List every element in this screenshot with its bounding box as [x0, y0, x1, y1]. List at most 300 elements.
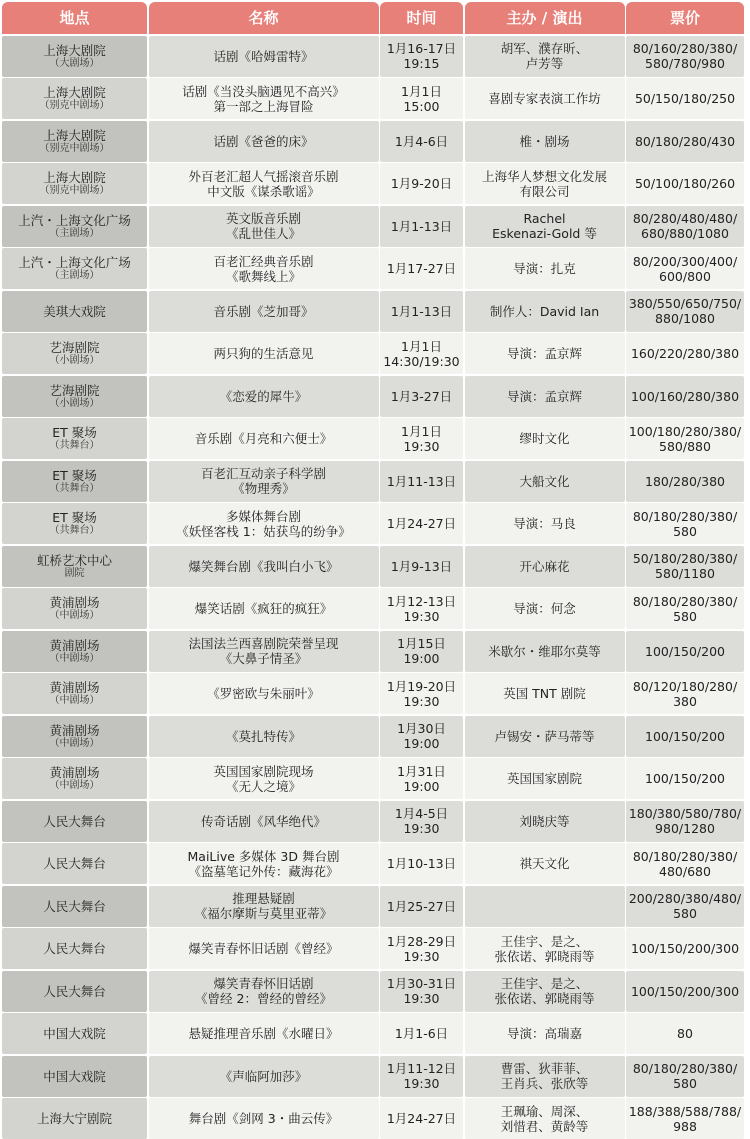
venue-name: 上海大剧院 — [43, 85, 106, 100]
venue-subtitle: （共舞台） — [49, 440, 100, 451]
venue-cell — [2, 843, 147, 884]
venue-cell — [2, 461, 147, 502]
time-cell — [380, 418, 463, 459]
price-cell — [626, 206, 744, 247]
price-cell-line: 988 — [673, 1118, 697, 1134]
venue-name: ET 聚场 — [52, 425, 97, 440]
organizer-cell-line: 大船文化 — [519, 473, 570, 489]
time-cell-line: 1月17-27日 — [386, 261, 457, 276]
organizer-cell-line: 导演：孟京辉 — [506, 388, 582, 404]
organizer-cell — [465, 333, 625, 374]
time-cell-line: 19:30 — [403, 948, 440, 964]
organizer-cell-line: 英国国家剧院 — [506, 771, 582, 786]
organizer-cell — [465, 121, 625, 162]
price-cell-line: 580/780/980 — [645, 56, 725, 71]
show-name-cell-line: 爆笑青春怀旧话剧《曾经》 — [188, 941, 339, 956]
show-name-cell — [149, 376, 379, 417]
organizer-cell — [465, 928, 625, 969]
price-cell-line: 100/180/280/380/ — [628, 423, 742, 439]
venue-cell — [2, 376, 147, 417]
organizer-cell — [465, 78, 625, 119]
organizer-cell — [465, 461, 625, 502]
show-name-cell-line: 第一部之上海冒险 — [213, 98, 314, 114]
time-cell-line: 1月28-29日 — [386, 933, 457, 949]
organizer-cell-line: 曹雷、狄菲菲、 — [500, 1061, 589, 1076]
header-name: 名称 — [149, 2, 379, 34]
venue-cell — [2, 716, 147, 757]
organizer-cell — [465, 36, 625, 77]
time-cell-line: 19:30 — [403, 1076, 440, 1091]
show-name-cell — [149, 673, 379, 714]
time-cell — [380, 843, 463, 884]
show-name-cell — [149, 716, 379, 757]
time-cell-line: 1月30日 — [397, 721, 446, 736]
show-name-cell — [149, 291, 379, 332]
show-name-cell-line: 英国国家剧院现场 — [213, 763, 314, 779]
time-cell-line: 19:00 — [403, 651, 440, 666]
price-cell — [626, 248, 744, 289]
organizer-cell-line: 导演：扎克 — [513, 261, 576, 276]
show-name-cell — [149, 1056, 379, 1097]
time-cell-line: 19:00 — [403, 778, 440, 794]
price-cell-line: 880/1080 — [655, 311, 715, 326]
organizer-cell-line: 刘晓庆等 — [519, 813, 570, 829]
price-cell-line: 80/180/280/430 — [634, 133, 736, 149]
time-cell-line: 1月4-6日 — [394, 133, 449, 149]
time-cell-line: 19:00 — [403, 736, 440, 751]
organizer-cell-line: 祺天文化 — [519, 856, 570, 871]
price-cell-line: 580/1180 — [655, 566, 715, 581]
venue-name: 黄浦剧场 — [49, 595, 100, 610]
organizer-cell — [465, 1098, 625, 1139]
time-cell — [380, 886, 463, 927]
venue-name: 上海大剧院 — [43, 170, 106, 185]
price-cell — [626, 716, 744, 757]
venue-name: 美琪大戏院 — [43, 303, 106, 319]
show-name-cell — [149, 758, 379, 799]
price-cell — [626, 588, 744, 629]
organizer-cell-line: 导演：何念 — [513, 601, 576, 616]
show-name-cell-line: 《乱世佳人》 — [225, 226, 301, 241]
price-cell — [626, 886, 744, 927]
venue-name: 黄浦剧场 — [49, 637, 100, 653]
organizer-cell-line: 卢芳等 — [525, 56, 564, 71]
time-cell — [380, 546, 463, 587]
organizer-cell-line: Eskenazi-Gold 等 — [492, 226, 597, 241]
show-name-cell — [149, 631, 379, 672]
organizer-cell-line: 刘惜君、黄龄等 — [500, 1118, 589, 1134]
venue-cell — [2, 801, 147, 842]
time-cell-line: 1月24-27日 — [386, 516, 457, 531]
venue-cell — [2, 928, 147, 969]
show-name-cell-line: MaiLive 多媒体 3D 舞台剧 — [187, 848, 340, 864]
venue-cell — [2, 1056, 147, 1097]
show-name-cell-line: 推理悬疑剧 — [232, 891, 295, 906]
organizer-cell — [465, 801, 625, 842]
organizer-cell — [465, 886, 625, 927]
show-name-cell — [149, 1098, 379, 1139]
show-name-cell — [149, 78, 379, 119]
show-name-cell-line: 英文版音乐剧 — [225, 211, 301, 226]
show-name-cell — [149, 121, 379, 162]
show-name-cell-line: 音乐剧《芝加哥》 — [213, 303, 314, 319]
time-cell-line: 1月10-13日 — [386, 856, 457, 871]
venue-subtitle: （别克中剧场） — [39, 100, 110, 111]
organizer-cell-line: 缪时文化 — [519, 431, 570, 446]
time-cell — [380, 1098, 463, 1139]
venue-cell — [2, 673, 147, 714]
organizer-cell-line: 英国 TNT 剧院 — [503, 686, 586, 701]
venue-name: 人民大舞台 — [43, 813, 106, 829]
organizer-cell-line: 张依诺、郭晓雨等 — [494, 991, 595, 1006]
organizer-cell — [465, 418, 625, 459]
organizer-cell-line: 有限公司 — [519, 183, 570, 199]
show-name-cell — [149, 503, 379, 544]
organizer-cell — [465, 971, 625, 1012]
show-name-cell — [149, 1013, 379, 1054]
venue-cell — [2, 78, 147, 119]
price-cell — [626, 36, 744, 77]
venue-subtitle: 剧院 — [64, 567, 85, 579]
time-cell-line: 1月1-13日 — [390, 303, 453, 319]
venue-subtitle: （共舞台） — [49, 482, 100, 494]
time-cell-line: 14:30/19:30 — [383, 353, 460, 369]
time-cell — [380, 291, 463, 332]
time-cell-line: 1月1日 — [401, 83, 442, 99]
price-cell-line: 100/150/200 — [645, 728, 725, 744]
price-cell-line: 100/150/200/300 — [630, 941, 740, 956]
show-name-cell-line: 话剧《当没头脑遇见不高兴》 — [182, 83, 345, 99]
price-cell — [626, 928, 744, 969]
venue-name: 上海大剧院 — [43, 42, 106, 58]
time-cell-line: 1月24-27日 — [386, 1111, 457, 1126]
venue-name: 黄浦剧场 — [49, 680, 100, 695]
time-cell-line: 1月1-13日 — [390, 218, 453, 234]
time-cell-line: 1月9-13日 — [390, 558, 453, 574]
show-name-cell — [149, 206, 379, 247]
price-cell — [626, 1056, 744, 1097]
time-cell — [380, 503, 463, 544]
price-cell — [626, 461, 744, 502]
venue-cell — [2, 588, 147, 629]
venue-cell — [2, 163, 147, 204]
show-name-cell — [149, 928, 379, 969]
venue-cell — [2, 121, 147, 162]
venue-subtitle: （中剧场） — [49, 780, 100, 791]
venue-subtitle: （主剧场） — [49, 270, 100, 281]
price-cell — [626, 971, 744, 1012]
price-cell — [626, 843, 744, 884]
venue-name: 上海大宁剧院 — [36, 1111, 112, 1126]
organizer-cell — [465, 376, 625, 417]
venue-subtitle: （别克中剧场） — [39, 142, 110, 154]
price-cell-line: 80/120/180/280/ — [632, 678, 738, 694]
price-cell-line: 80/180/280/380/ — [632, 1061, 738, 1076]
price-cell — [626, 78, 744, 119]
price-cell-line: 50/150/180/250 — [634, 91, 736, 106]
venue-cell — [2, 206, 147, 247]
venue-subtitle: （中剧场） — [49, 610, 100, 621]
price-cell-line: 100/150/200 — [645, 643, 725, 659]
show-name-cell-line: 多媒体舞台剧 — [225, 508, 301, 524]
organizer-cell-line: 制作人：David Ian — [489, 303, 600, 319]
time-cell-line: 1月1日 — [401, 423, 442, 439]
show-name-cell-line: 话剧《哈姆雷特》 — [213, 48, 314, 64]
time-cell — [380, 588, 463, 629]
show-name-cell — [149, 163, 379, 204]
price-cell-line: 100/160/280/380 — [630, 388, 740, 404]
show-name-cell — [149, 801, 379, 842]
header-organizer: 主办 / 演出 — [465, 2, 625, 34]
price-cell — [626, 291, 744, 332]
show-name-cell — [149, 971, 379, 1012]
venue-cell — [2, 1098, 147, 1139]
show-name-cell-line: 《歌舞线上》 — [225, 268, 301, 284]
show-name-cell-line: 《罗密欧与朱丽叶》 — [207, 686, 320, 701]
show-name-cell — [149, 886, 379, 927]
organizer-cell — [465, 291, 625, 332]
venue-name: 虹桥艺术中心 — [36, 552, 112, 568]
show-name-cell-line: 百老汇互动亲子科学剧 — [200, 466, 326, 481]
organizer-cell-line: 喜剧专家表演工作坊 — [488, 91, 601, 106]
price-cell — [626, 163, 744, 204]
venue-cell — [2, 418, 147, 459]
venue-name: 人民大舞台 — [43, 856, 106, 871]
venue-cell — [2, 333, 147, 374]
show-name-cell — [149, 418, 379, 459]
organizer-cell-line: 王珮瑜、周深、 — [500, 1103, 589, 1119]
venue-name: 艺海剧院 — [49, 382, 100, 398]
organizer-cell — [465, 503, 625, 544]
price-cell-line: 980/1280 — [655, 821, 715, 836]
show-name-cell — [149, 333, 379, 374]
price-cell — [626, 631, 744, 672]
venue-cell — [2, 291, 147, 332]
show-name-cell-line: 外百老汇超人气摇滚音乐剧 — [188, 168, 339, 184]
venue-name: 人民大舞台 — [43, 941, 106, 956]
venue-subtitle: （共舞台） — [49, 525, 100, 536]
price-cell-line: 80/280/480/480/ — [632, 211, 738, 226]
organizer-cell-line: 胡军、濮存昕、 — [500, 41, 589, 56]
price-cell — [626, 333, 744, 374]
organizer-cell-line: 开心麻花 — [519, 558, 570, 574]
price-cell — [626, 503, 744, 544]
header-time: 时间 — [380, 2, 463, 34]
price-cell-line: 480/680 — [659, 863, 711, 879]
venue-subtitle: （中剧场） — [49, 695, 100, 706]
show-name-cell-line: 话剧《爸爸的床》 — [213, 133, 314, 149]
organizer-cell-line: 张依诺、郭晓雨等 — [494, 948, 595, 964]
time-cell — [380, 78, 463, 119]
price-cell-line: 100/150/200 — [645, 771, 725, 786]
show-name-cell-line: 《无人之境》 — [225, 778, 301, 794]
venue-name: 艺海剧院 — [49, 340, 100, 355]
organizer-cell-line: 米歇尔・维耶尔莫等 — [488, 643, 601, 659]
time-cell — [380, 36, 463, 77]
venue-name: ET 聚场 — [52, 467, 97, 483]
organizer-cell — [465, 206, 625, 247]
price-cell-line: 600/800 — [659, 268, 711, 284]
time-cell-line: 19:30 — [403, 608, 440, 624]
time-cell — [380, 1013, 463, 1054]
time-cell — [380, 801, 463, 842]
venue-name: 人民大舞台 — [43, 983, 106, 999]
time-cell-line: 1月30-31日 — [386, 976, 457, 991]
time-cell — [380, 206, 463, 247]
venue-name: 黄浦剧场 — [49, 765, 100, 780]
venue-cell — [2, 503, 147, 544]
performance-schedule-table — [2, 2, 744, 1139]
time-cell — [380, 461, 463, 502]
organizer-cell — [465, 673, 625, 714]
venue-name: 中国大戏院 — [43, 1026, 106, 1041]
organizer-cell-line: 导演：孟京辉 — [506, 346, 582, 361]
venue-subtitle: （别克中剧场） — [39, 185, 110, 196]
time-cell-line: 1月25-27日 — [386, 898, 457, 914]
venue-name: 中国大戏院 — [43, 1068, 106, 1084]
show-name-cell — [149, 248, 379, 289]
venue-subtitle: （中剧场） — [49, 652, 100, 664]
organizer-cell-line: 椎・剧场 — [519, 133, 570, 149]
show-name-cell-line: 《声临阿加莎》 — [219, 1068, 308, 1084]
venue-cell — [2, 758, 147, 799]
organizer-cell-line: 卢锡安・萨马蒂等 — [494, 728, 595, 744]
price-cell — [626, 801, 744, 842]
price-cell-line: 380 — [673, 693, 697, 709]
organizer-cell — [465, 843, 625, 884]
time-cell — [380, 248, 463, 289]
time-cell-line: 1月16-17日 — [386, 41, 457, 56]
time-cell-line: 1月15日 — [397, 636, 446, 651]
organizer-cell — [465, 758, 625, 799]
price-cell — [626, 673, 744, 714]
price-cell-line: 200/280/380/480/ — [628, 891, 742, 906]
organizer-cell-line: 导演：马良 — [513, 516, 576, 531]
organizer-cell — [465, 546, 625, 587]
time-cell-line: 1月1-6日 — [394, 1026, 449, 1041]
time-cell-line: 19:30 — [403, 821, 440, 836]
organizer-cell-line: 王佳宇、是之、 — [500, 933, 589, 949]
time-cell-line: 1月19-20日 — [386, 678, 457, 694]
price-cell-line: 80 — [677, 1026, 693, 1041]
show-name-cell-line: 舞台剧《剑网 3・曲云传》 — [188, 1111, 339, 1126]
price-cell-line: 160/220/280/380 — [630, 346, 740, 361]
time-cell-line: 19:30 — [403, 693, 440, 709]
show-name-cell-line: 《物理秀》 — [232, 481, 295, 496]
show-name-cell-line: 《盗墓笔记外传：藏海花》 — [188, 863, 339, 879]
organizer-cell-line: Rachel — [523, 211, 566, 226]
price-cell-line: 80/160/280/380/ — [632, 41, 738, 56]
show-name-cell — [149, 588, 379, 629]
show-name-cell-line: 音乐剧《月亮和六便士》 — [194, 431, 333, 446]
venue-subtitle: （大剧场） — [49, 57, 100, 69]
show-name-cell-line: 传奇话剧《风华绝代》 — [200, 813, 326, 829]
venue-cell — [2, 36, 147, 77]
venue-cell — [2, 886, 147, 927]
show-name-cell-line: 两只狗的生活意见 — [213, 346, 314, 361]
price-cell-line: 580 — [673, 523, 697, 539]
venue-subtitle: （中剧场） — [49, 737, 100, 749]
time-cell-line: 15:00 — [403, 98, 440, 114]
time-cell — [380, 758, 463, 799]
price-cell-line: 380/550/650/750/ — [628, 296, 742, 311]
price-cell — [626, 546, 744, 587]
time-cell — [380, 716, 463, 757]
time-cell-line: 1月31日 — [397, 763, 446, 779]
organizer-cell — [465, 1056, 625, 1097]
price-cell-line: 580 — [673, 608, 697, 624]
venue-name: ET 聚场 — [52, 510, 97, 525]
time-cell — [380, 376, 463, 417]
organizer-cell-line: 上海华人梦想文化发展 — [481, 168, 607, 184]
venue-name: 上汽・上海文化广场 — [18, 255, 131, 270]
show-name-cell-line: 中文版《谋杀歌谣》 — [207, 183, 320, 199]
time-cell-line: 1月4-5日 — [394, 806, 449, 821]
price-cell — [626, 376, 744, 417]
price-cell-line: 80/180/280/380/ — [632, 508, 738, 524]
show-name-cell — [149, 546, 379, 587]
time-cell — [380, 928, 463, 969]
time-cell-line: 1月1日 — [401, 338, 442, 354]
time-cell-line: 1月11-13日 — [386, 473, 457, 489]
show-name-cell-line: 爆笑舞台剧《我叫白小飞》 — [188, 558, 339, 574]
show-name-cell — [149, 461, 379, 502]
venue-name: 上汽・上海文化广场 — [18, 212, 131, 228]
show-name-cell — [149, 36, 379, 77]
venue-subtitle: （小剧场） — [49, 397, 100, 409]
venue-name: 上海大剧院 — [43, 127, 106, 143]
venue-cell — [2, 971, 147, 1012]
price-cell-line: 100/150/200/300 — [630, 983, 740, 999]
venue-name: 人民大舞台 — [43, 898, 106, 914]
show-name-cell-line: 《恋爱的犀牛》 — [219, 388, 308, 404]
time-cell — [380, 971, 463, 1012]
venue-subtitle: （主剧场） — [49, 227, 100, 239]
time-cell — [380, 121, 463, 162]
price-cell — [626, 1098, 744, 1139]
show-name-cell-line: 《福尔摩斯与莫里亚蒂》 — [194, 906, 333, 921]
time-cell — [380, 673, 463, 714]
venue-cell — [2, 631, 147, 672]
price-cell-line: 180/280/380 — [645, 473, 725, 489]
organizer-cell — [465, 248, 625, 289]
price-cell-line: 680/880/1080 — [641, 226, 729, 241]
price-cell-line: 80/180/280/380/ — [632, 593, 738, 609]
price-cell — [626, 1013, 744, 1054]
venue-cell — [2, 248, 147, 289]
show-name-cell-line: 《曾经 2：曾经的曾经》 — [195, 991, 332, 1006]
time-cell — [380, 1056, 463, 1097]
organizer-cell-line: 导演：高瑞嘉 — [506, 1026, 582, 1041]
venue-cell — [2, 546, 147, 587]
price-cell-line: 50/100/180/260 — [634, 176, 736, 191]
organizer-cell — [465, 163, 625, 204]
show-name-cell-line: 爆笑青春怀旧话剧 — [213, 976, 314, 991]
show-name-cell-line: 爆笑话剧《疯狂的疯狂》 — [194, 601, 333, 616]
time-cell-line: 1月3-27日 — [390, 388, 453, 404]
price-cell — [626, 418, 744, 459]
show-name-cell-line: 法国法兰西喜剧院荣誉呈现 — [188, 636, 339, 651]
time-cell — [380, 631, 463, 672]
organizer-cell — [465, 716, 625, 757]
price-cell-line: 80/200/300/400/ — [632, 253, 738, 269]
show-name-cell-line: 《大鼻子情圣》 — [219, 651, 308, 666]
time-cell-line: 1月11-12日 — [386, 1061, 457, 1076]
price-cell-line: 580 — [673, 1076, 697, 1091]
price-cell — [626, 758, 744, 799]
price-cell-line: 180/380/580/780/ — [628, 806, 742, 821]
price-cell-line: 188/388/588/788/ — [628, 1103, 742, 1119]
